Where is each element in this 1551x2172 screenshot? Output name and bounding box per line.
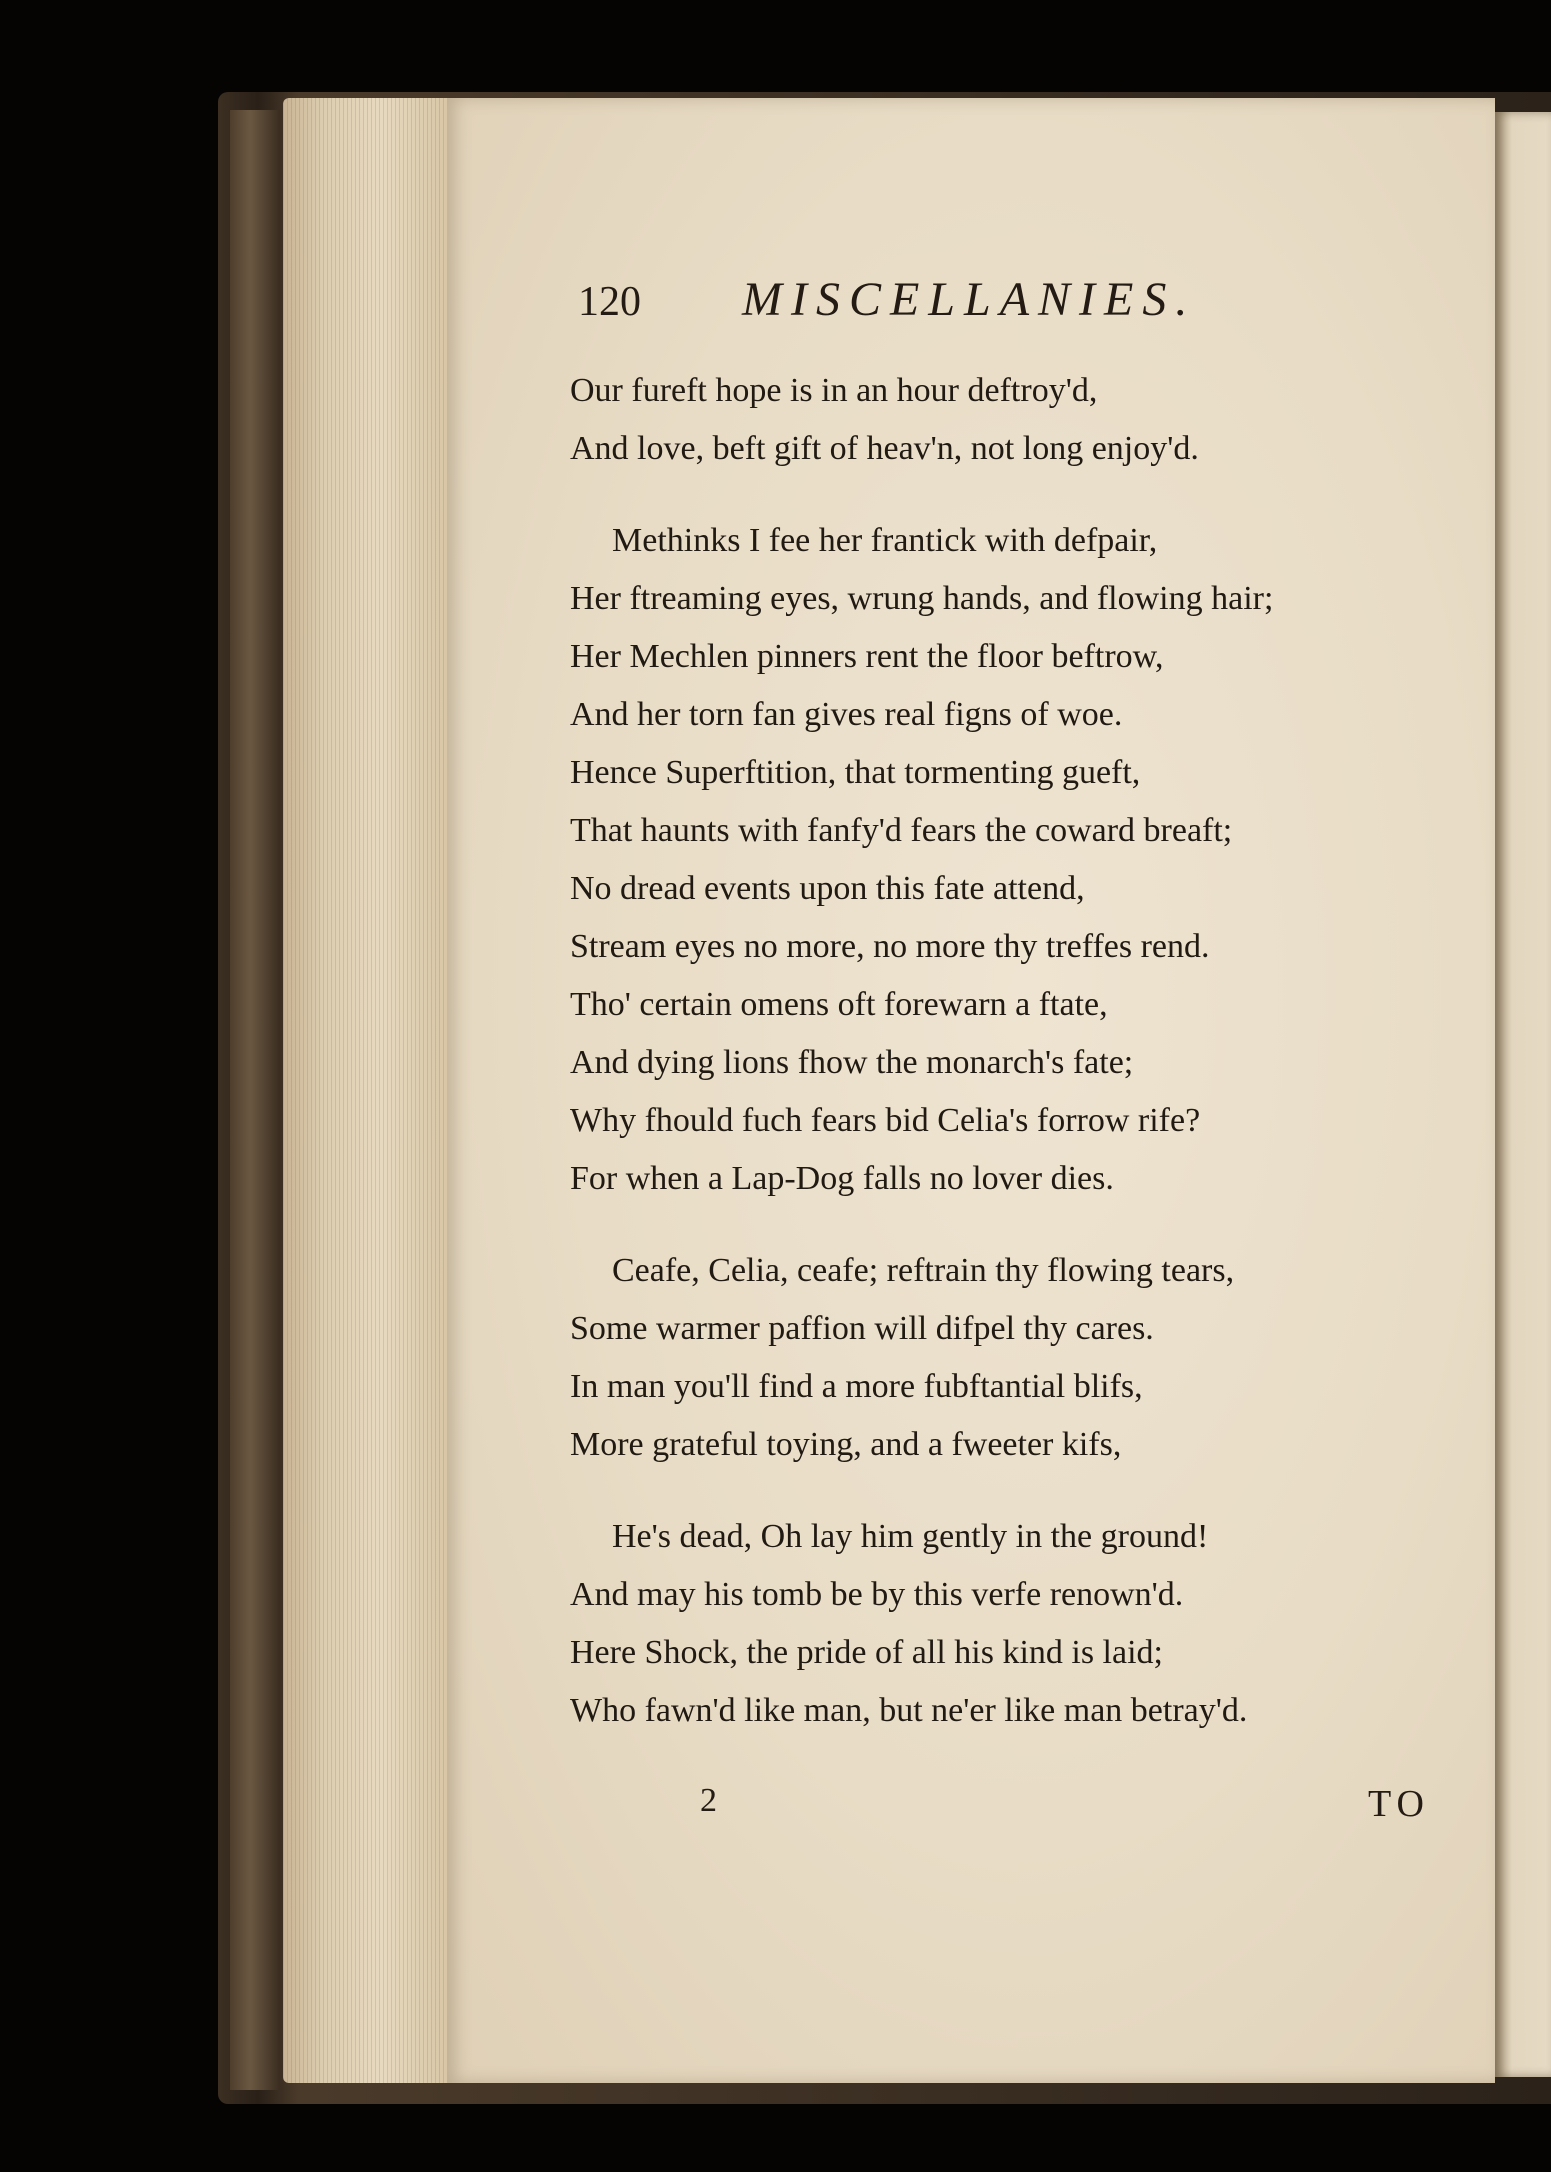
running-title: MISCELLANIES.: [742, 273, 1197, 326]
page-number: 120: [578, 279, 641, 325]
poem-line: Her ftreaming eyes, wrung hands, and flowing hair;: [570, 580, 1274, 617]
poem-line: In man you'll find a more fubftantial blifs,: [570, 1368, 1143, 1405]
poem-line: Methinks I fee her frantick with defpair,: [612, 522, 1158, 559]
poem-line: Here Shock, the pride of all his kind is laid;: [570, 1634, 1163, 1671]
poem-line: Stream eyes no more, no more thy treffes rend.: [570, 928, 1210, 965]
poem-line: And her torn fan gives real figns of woe.: [570, 696, 1123, 733]
poem-line: Ceafe, Celia, ceafe; reftrain thy flowing tears,: [612, 1252, 1235, 1289]
poem-line: Who fawn'd like man, but ne'er like man betray'd.: [570, 1692, 1248, 1729]
signature-mark: 2: [700, 1782, 717, 1819]
poem-line: And may his tomb be by this verfe renown'd.: [570, 1576, 1184, 1613]
poem-line: And love, beft gift of heav'n, not long enjoy'd.: [570, 430, 1199, 467]
poem-line: Her Mechlen pinners rent the floor beftrow,: [570, 638, 1164, 675]
poem-line: And dying lions fhow the monarch's fate;: [570, 1044, 1134, 1081]
poem-line: He's dead, Oh lay him gently in the ground!: [612, 1518, 1209, 1555]
page-footer: [570, 1782, 1450, 1832]
poem-line: Some warmer paffion will difpel thy cares.: [570, 1310, 1154, 1347]
page-edges: [283, 98, 448, 2083]
poem-line: More grateful toying, and a fweeter kifs,: [570, 1426, 1122, 1463]
book-spine: [230, 110, 280, 2090]
poem-line: Why fhould fuch fears bid Celia's forrow rife?: [570, 1102, 1201, 1139]
poem-line: No dread events upon this fate attend,: [570, 870, 1085, 907]
poem-line: For when a Lap-Dog falls no lover dies.: [570, 1160, 1114, 1197]
page-header: [578, 268, 1338, 340]
poem-line: Hence Superftition, that tormenting gueft,: [570, 754, 1141, 791]
poem-line: Our fureft hope is in an hour deftroy'd,: [570, 372, 1098, 409]
poem-text: [570, 362, 1430, 1740]
poem-line: That haunts with fanfy'd fears the coward breaft;: [570, 812, 1233, 849]
facing-page-edge: [1495, 112, 1551, 2077]
poem-line: Tho' certain omens oft forewarn a ftate,: [570, 986, 1108, 1023]
catchword: TO: [1368, 1783, 1430, 1825]
